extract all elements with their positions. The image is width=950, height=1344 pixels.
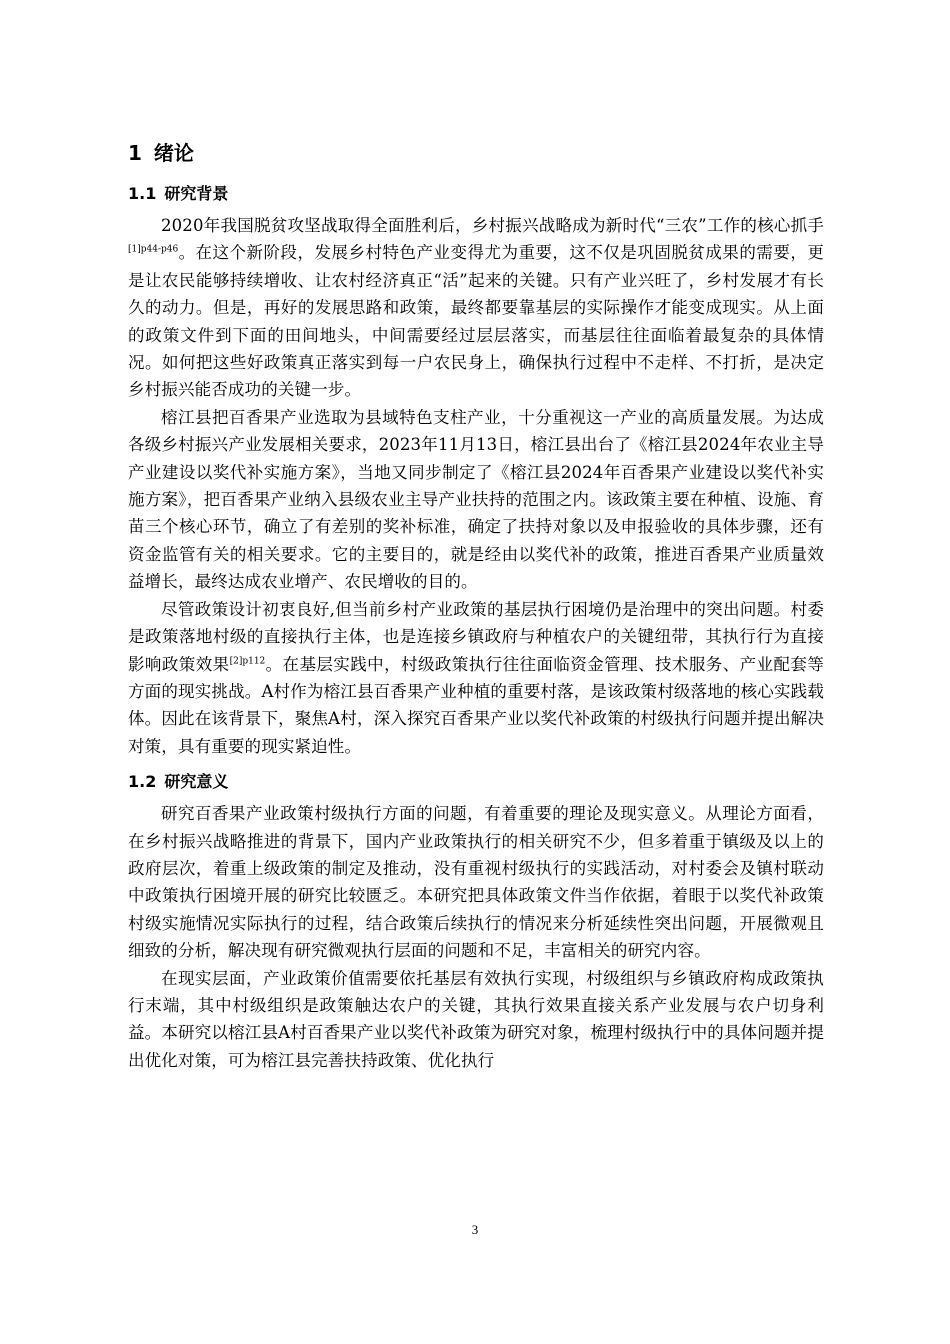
page-number: 3 [471, 1222, 479, 1237]
section-heading [128, 182, 824, 206]
section-heading [128, 770, 824, 794]
chapter-number: 1 [128, 141, 142, 165]
section-spacer [128, 760, 824, 770]
paragraph-text: 榕江县把百香果产业选取为县域特色支柱产业，十分重视这一产业的高质量发展。为达成各级乡村振兴产业发展相关要求，2023年11月13日，榕江县出台了《榕江县2024年农业主导产业建设以奖代补实施方案》，当地又同步制定了《榕江县2024年百香果产业建设以奖代补实施方案》，把百香果产业纳入县级农业主导产业扶持的范围之内。该政策主要在种植、设施、育苗三个核心环节，确立了有差别的奖补标准，确定了扶持对象以及申报验收的具体步骤，还有资金监管有关的相关要求。它的主要目的，就是经由以奖代补的政策，推进百香果产业质量效益增长，最终达成农业增产、农民增收的目的。 [128, 407, 824, 592]
paragraph-text: 。在这个新阶段，发展乡村特色产业变得尤为重要，这不仅是巩固脱贫成果的需要，更是让农民能够持续增收、让农村经济真正“活”起来的关键。只有产业兴旺了，乡村发展才有长久的动力。但是，再好的发展思路和政策，最终都要靠基层的实际操作才能变成现实。从上面的政策文件到下面的田间地头，中间需要经过层层落实，而基层往往面临着最复杂的具体情况。如何把这些好政策真正落实到每一户农民身上，确保执行过程中不走样、不打折，是决定乡村振兴能否成功的关键一步。 [128, 243, 824, 400]
section-title: 研究意义 [164, 772, 229, 792]
body-paragraph [128, 596, 824, 760]
section-number: 1.2 [128, 772, 157, 792]
chapter-heading [128, 138, 824, 168]
citation-reference: [1]p44-p46 [128, 244, 179, 255]
body-paragraph [128, 212, 824, 404]
paragraph-text: 在现实层面，产业政策价值需要依托基层有效执行实现，村级组织与乡镇政府构成政策执行末端，其中村级组织是政策触达农户的关键，其执行效果直接关系产业发展与农户切身利益。本研究以榕江县A村百香果产业以奖代补政策为研究对象，梳理村级执行中的具体问题并提出优化对策，可为榕江县完善扶持政策、优化执行 [128, 968, 824, 1070]
body-paragraph [128, 965, 824, 1075]
section-title: 研究背景 [164, 184, 229, 203]
paragraph-text: 研究百香果产业政策村级执行方面的问题，有着重要的理论及现实意义。从理论方面看，在乡村振兴战略推进的背景下，国内产业政策执行的相关研究不少，但多着重于镇级及以上的政府层次，着重上级政策的制定及推动，没有重视村级执行的实践活动，对村委会及镇村联动中政策执行困境开展的研究比较匮乏。本研究把具体政策文件当作依据，着眼于以奖代补政策村级实施情况实际执行的过程，结合政策后续执行的情况来分析延续性突出问题，开展微观且细致的分析，解决现有研究微观执行层面的问题和不足，丰富相关的研究内容。 [128, 804, 824, 961]
citation-reference: [2]p112 [229, 656, 266, 666]
body-paragraph [128, 800, 824, 964]
sections-container [128, 182, 824, 1074]
page-content [128, 138, 824, 1074]
paragraph-text: 。在基层实践中，村级政策执行往往面临资金管理、技术服务、产业配套等方面的现实挑战。A村作为榕江县百香果产业种植的重要村落，是该政策村级落地的核心实践载体。因此在该背景下，聚焦A村，深入探究百香果产业以奖代补政策的村级执行问题并提出解决对策，具有重要的现实紧迫性。 [128, 654, 825, 756]
body-paragraph [128, 404, 824, 596]
paragraph-text: 2020年我国脱贫攻坚战取得全面胜利后，乡村振兴战略成为新时代“三农”工作的核心抓手 [161, 216, 824, 235]
paragraph-text: 尽管政策设计初衷良好,但当前乡村产业政策的基层执行困境仍是治理中的突出问题。村委是政策落地村级的直接执行主体，也是连接乡镇政府与种植农户的关键纽带，其执行行为直接影响政策效果 [128, 599, 824, 674]
section-number: 1.1 [128, 184, 157, 203]
chapter-title: 绪论 [153, 141, 194, 165]
